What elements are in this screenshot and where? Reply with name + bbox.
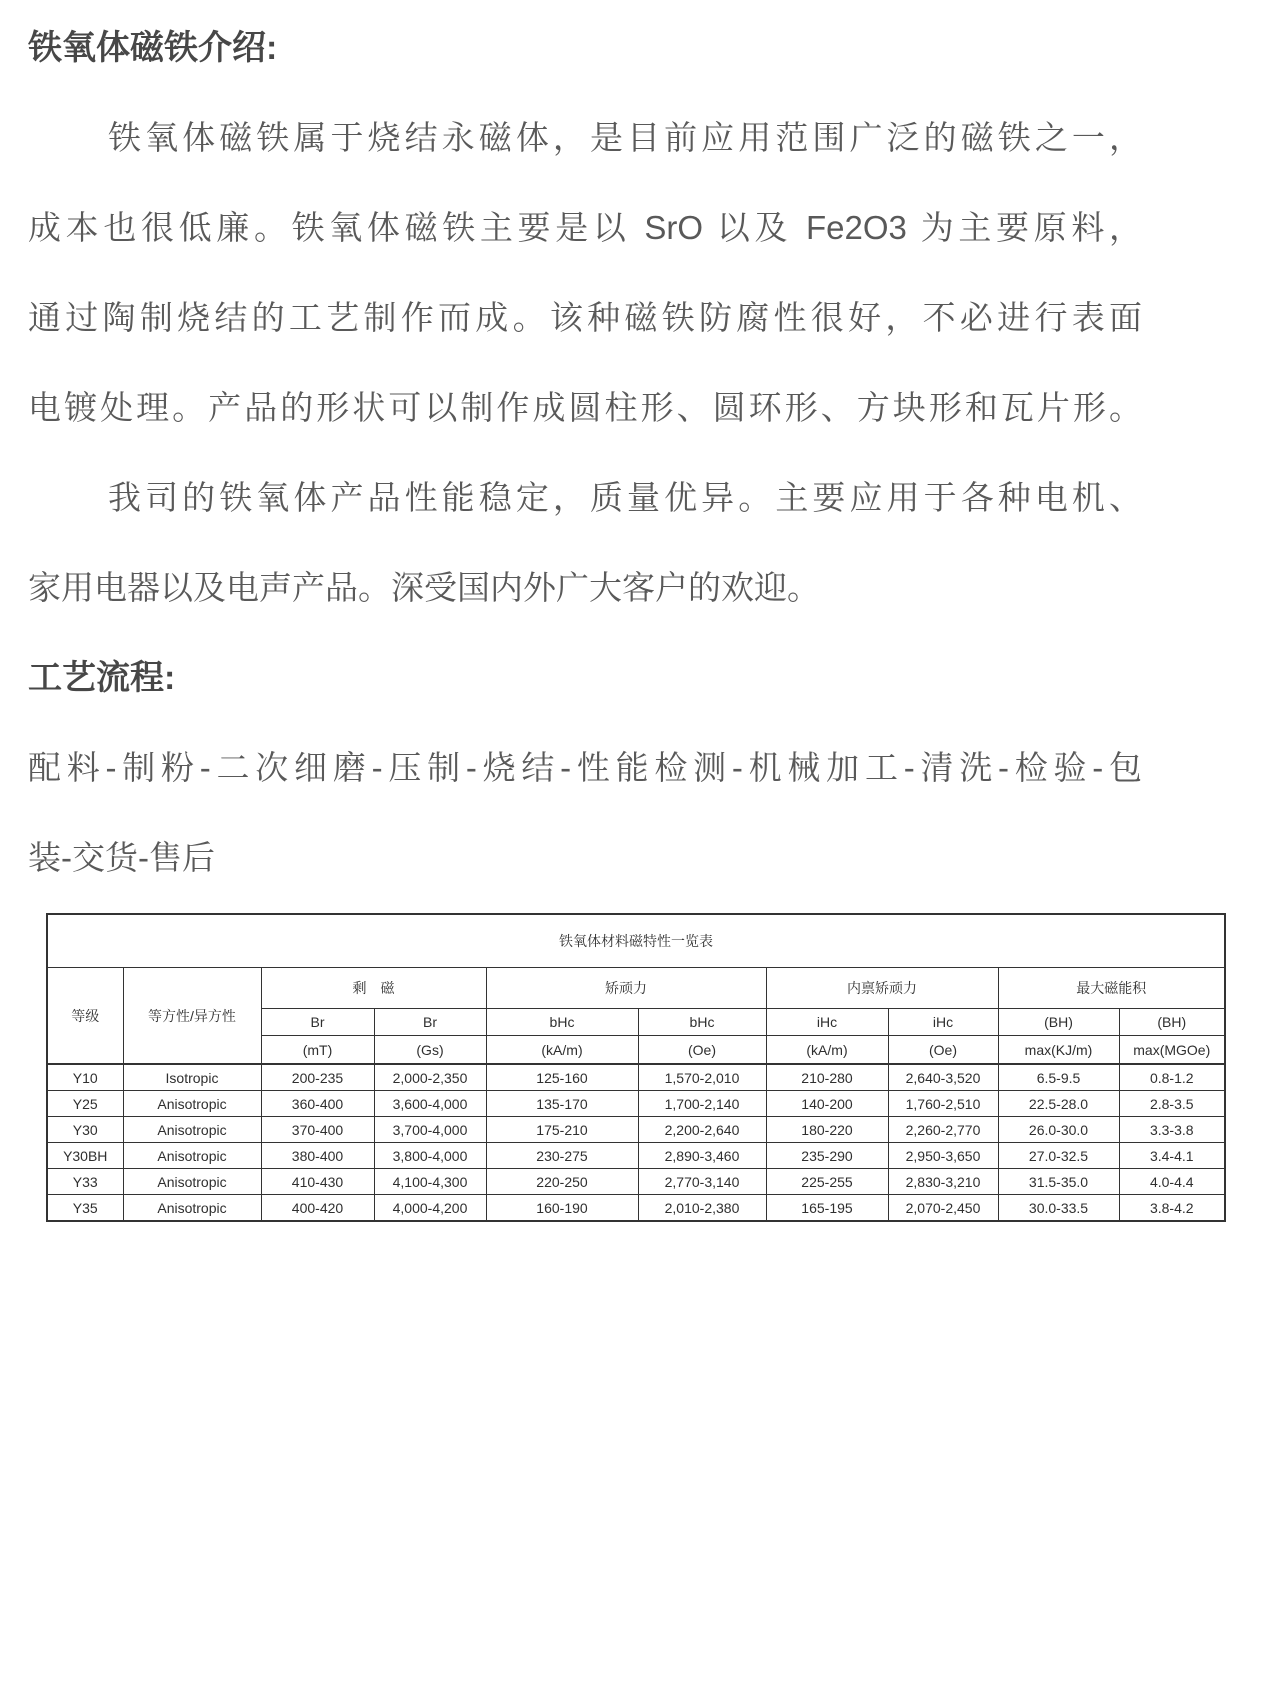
value-cell: 125-160 xyxy=(486,1064,638,1091)
value-cell: 380-400 xyxy=(261,1143,374,1169)
value-cell: 2,640-3,520 xyxy=(888,1064,998,1091)
unit-header: max(KJ/m) xyxy=(998,1036,1119,1065)
ferrite-properties-table xyxy=(46,913,1226,1222)
value-cell: 1,760-2,510 xyxy=(888,1091,998,1117)
value-cell: 3,800-4,000 xyxy=(374,1143,486,1169)
symbol-header: (BH) xyxy=(1119,1009,1225,1036)
value-cell: 180-220 xyxy=(766,1117,888,1143)
isotropy-cell: Anisotropic xyxy=(123,1117,261,1143)
symbol-header: iHc xyxy=(766,1009,888,1036)
process-flow-line: 装-交货-售后 xyxy=(28,839,215,876)
value-cell: 6.5-9.5 xyxy=(998,1064,1119,1091)
group-header-intrinsic-coercivity: 内禀矫顽力 xyxy=(766,968,998,1009)
unit-header: (kA/m) xyxy=(486,1036,638,1065)
table-row xyxy=(47,1195,1225,1222)
value-cell: 2,260-2,770 xyxy=(888,1117,998,1143)
value-cell: 210-280 xyxy=(766,1064,888,1091)
value-cell: 165-195 xyxy=(766,1195,888,1222)
isotropy-cell: Isotropic xyxy=(123,1064,261,1091)
value-cell: 4.0-4.4 xyxy=(1119,1169,1225,1195)
value-cell: 2,010-2,380 xyxy=(638,1195,766,1222)
symbol-header: Br xyxy=(374,1009,486,1036)
symbol-header: bHc xyxy=(486,1009,638,1036)
value-cell: 22.5-28.0 xyxy=(998,1091,1119,1117)
value-cell: 225-255 xyxy=(766,1169,888,1195)
value-cell: 2,770-3,140 xyxy=(638,1169,766,1195)
value-cell: 160-190 xyxy=(486,1195,638,1222)
table-row xyxy=(47,1064,1225,1091)
value-cell: 230-275 xyxy=(486,1143,638,1169)
isotropy-cell: Anisotropic xyxy=(123,1143,261,1169)
group-header-remanence: 剩 磁 xyxy=(261,968,486,1009)
value-cell: 2.8-3.5 xyxy=(1119,1091,1225,1117)
table-row xyxy=(47,1143,1225,1169)
intro-paragraph-line: 铁氧体磁铁属于烧结永磁体，是目前应用范围广泛的磁铁之一， xyxy=(108,119,1142,156)
value-cell: 3.4-4.1 xyxy=(1119,1143,1225,1169)
value-cell: 2,830-3,210 xyxy=(888,1169,998,1195)
group-header-coercivity: 矫顽力 xyxy=(486,968,766,1009)
value-cell: 4,100-4,300 xyxy=(374,1169,486,1195)
value-cell: 3.3-3.8 xyxy=(1119,1117,1225,1143)
value-cell: 410-430 xyxy=(261,1169,374,1195)
value-cell: 1,570-2,010 xyxy=(638,1064,766,1091)
value-cell: 2,200-2,640 xyxy=(638,1117,766,1143)
grade-cell: Y25 xyxy=(47,1091,123,1117)
value-cell: 200-235 xyxy=(261,1064,374,1091)
grade-cell: Y30BH xyxy=(47,1143,123,1169)
unit-header: (kA/m) xyxy=(766,1036,888,1065)
unit-header: (Oe) xyxy=(888,1036,998,1065)
value-cell: 400-420 xyxy=(261,1195,374,1222)
symbol-header: (BH) xyxy=(998,1009,1119,1036)
intro-paragraph-line: 我司的铁氧体产品性能稳定，质量优异。主要应用于各种电机、 xyxy=(108,479,1142,516)
value-cell: 2,070-2,450 xyxy=(888,1195,998,1222)
col-header-grade: 等级 xyxy=(47,968,123,1065)
value-cell: 135-170 xyxy=(486,1091,638,1117)
value-cell: 3,600-4,000 xyxy=(374,1091,486,1117)
symbol-header: Br xyxy=(261,1009,374,1036)
value-cell: 27.0-32.5 xyxy=(998,1143,1119,1169)
table-title-row xyxy=(47,914,1225,968)
value-cell: 3.8-4.2 xyxy=(1119,1195,1225,1222)
table-group-header-row xyxy=(47,968,1225,1009)
isotropy-cell: Anisotropic xyxy=(123,1195,261,1222)
value-cell: 235-290 xyxy=(766,1143,888,1169)
symbol-header: bHc xyxy=(638,1009,766,1036)
col-header-isotropy: 等方性/异方性 xyxy=(123,968,261,1065)
table-row xyxy=(47,1169,1225,1195)
table-row xyxy=(47,1117,1225,1143)
unit-header: (mT) xyxy=(261,1036,374,1065)
intro-paragraph-line: 电镀处理。产品的形状可以制作成圆柱形、圆环形、方块形和瓦片形。 xyxy=(28,389,1142,426)
group-header-max-energy-product: 最大磁能积 xyxy=(998,968,1225,1009)
value-cell: 0.8-1.2 xyxy=(1119,1064,1225,1091)
grade-cell: Y33 xyxy=(47,1169,123,1195)
value-cell: 31.5-35.0 xyxy=(998,1169,1119,1195)
grade-cell: Y35 xyxy=(47,1195,123,1222)
isotropy-cell: Anisotropic xyxy=(123,1169,261,1195)
value-cell: 140-200 xyxy=(766,1091,888,1117)
process-flow-line: 配料-制粉-二次细磨-压制-烧结-性能检测-机械加工-清洗-检验-包 xyxy=(28,749,1142,786)
value-cell: 360-400 xyxy=(261,1091,374,1117)
table-title: 铁氧体材料磁特性一览表 xyxy=(47,914,1225,968)
document-text xyxy=(28,3,1142,903)
value-cell: 220-250 xyxy=(486,1169,638,1195)
intro-paragraph-line: 成本也很低廉。铁氧体磁铁主要是以 SrO 以及 Fe2O3 为主要原料， xyxy=(28,209,1142,246)
value-cell: 3,700-4,000 xyxy=(374,1117,486,1143)
intro-paragraph-line: 通过陶制烧结的工艺制作而成。该种磁铁防腐性很好，不必进行表面 xyxy=(28,299,1142,336)
value-cell: 370-400 xyxy=(261,1117,374,1143)
unit-header: (Oe) xyxy=(638,1036,766,1065)
unit-header: max(MGOe) xyxy=(1119,1036,1225,1065)
value-cell: 175-210 xyxy=(486,1117,638,1143)
value-cell: 1,700-2,140 xyxy=(638,1091,766,1117)
grade-cell: Y10 xyxy=(47,1064,123,1091)
grade-cell: Y30 xyxy=(47,1117,123,1143)
value-cell: 26.0-30.0 xyxy=(998,1117,1119,1143)
value-cell: 2,000-2,350 xyxy=(374,1064,486,1091)
intro-paragraph-line: 家用电器以及电声产品。深受国内外广大客户的欢迎。 xyxy=(28,569,820,606)
value-cell: 2,890-3,460 xyxy=(638,1143,766,1169)
intro-heading: 铁氧体磁铁介绍: xyxy=(28,29,278,67)
process-heading: 工艺流程: xyxy=(28,659,176,697)
symbol-header: iHc xyxy=(888,1009,998,1036)
value-cell: 4,000-4,200 xyxy=(374,1195,486,1222)
unit-header: (Gs) xyxy=(374,1036,486,1065)
isotropy-cell: Anisotropic xyxy=(123,1091,261,1117)
table-row xyxy=(47,1091,1225,1117)
value-cell: 2,950-3,650 xyxy=(888,1143,998,1169)
value-cell: 30.0-33.5 xyxy=(998,1195,1119,1222)
